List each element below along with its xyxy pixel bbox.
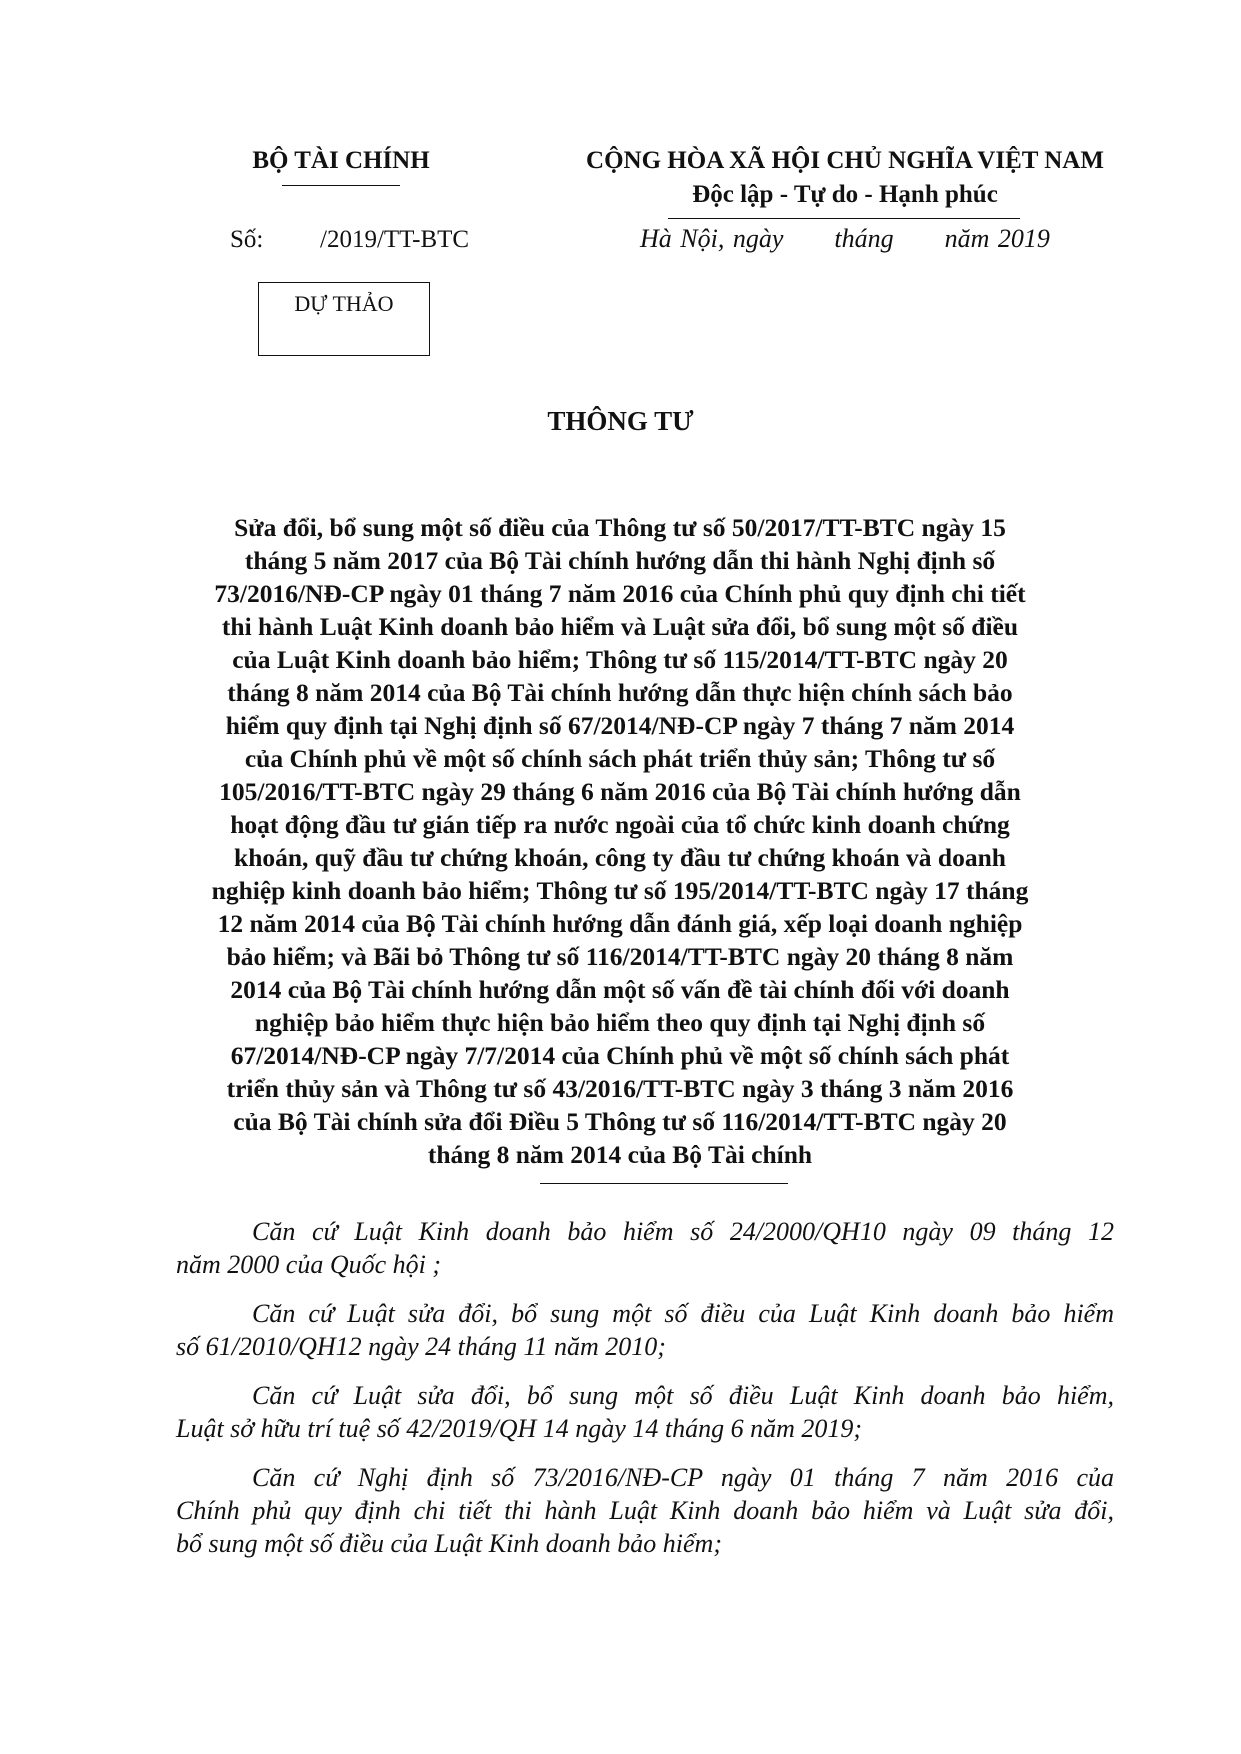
subject-underline	[540, 1183, 788, 1184]
preamble-line: năm 2000 của Quốc hội ;	[176, 1250, 442, 1279]
subject-line: của Luật Kinh doanh bảo hiểm; Thông tư số 115/2014/TT-BTC ngày 20	[232, 645, 1008, 674]
preamble-line: Luật sở hữu trí tuệ số 42/2019/QH 14 ngày 14 tháng 6 năm 2019;	[176, 1414, 863, 1443]
preamble-line: số 61/2010/QH12 ngày 24 tháng 11 năm 2010;	[176, 1332, 666, 1361]
preamble-line: Căn cứ Nghị định số 73/2016/NĐ-CP ngày 01 tháng 7 năm 2016 của	[252, 1463, 1114, 1492]
subject-line: 12 năm 2014 của Bộ Tài chính hướng dẫn đánh giá, xếp loại doanh nghiệp	[217, 909, 1023, 938]
preamble-line: Căn cứ Luật sửa đổi, bổ sung một số điều của Luật Kinh doanh bảo hiểm	[252, 1299, 1114, 1328]
national-motto: Độc lập - Tự do - Hạnh phúc	[692, 181, 998, 208]
subject-line: 2014 của Bộ Tài chính hướng dẫn một số vấn đề tài chính đối với doanh	[230, 975, 1010, 1004]
motto-underline	[668, 218, 1020, 219]
preamble-line: Căn cứ Luật sửa đổi, bổ sung một số điều Luật Kinh doanh bảo hiểm,	[252, 1381, 1114, 1410]
subject-line: tháng 5 năm 2017 của Bộ Tài chính hướng dẫn thi hành Nghị định số	[244, 546, 996, 575]
subject-line: tháng 8 năm 2014 của Bộ Tài chính hướng dẫn thực hiện chính sách bảo	[227, 678, 1013, 707]
subject-line: nghiệp kinh doanh bảo hiểm; Thông tư số 195/2014/TT-BTC ngày 17 tháng	[211, 876, 1029, 905]
document-number: /2019/TT-BTC	[320, 226, 470, 253]
issuing-agency: BỘ TÀI CHÍNH	[252, 147, 430, 174]
subject-line: 105/2016/TT-BTC ngày 29 tháng 6 năm 2016 của Bộ Tài chính hướng dẫn	[219, 777, 1021, 806]
draft-label: DỰ THẢO	[294, 291, 394, 316]
subject-line: của Bộ Tài chính sửa đổi Điều 5 Thông tư số 116/2014/TT-BTC ngày 20	[233, 1107, 1007, 1136]
preamble-paragraph	[176, 1215, 1114, 1281]
subject-line: bảo hiểm; và Bãi bỏ Thông tư số 116/2014/TT-BTC ngày 20 tháng 8 năm	[226, 942, 1014, 971]
subject-line: thi hành Luật Kinh doanh bảo hiểm và Luật sửa đổi, bổ sung một số điều	[221, 612, 1019, 641]
preamble-line: bổ sung một số điều của Luật Kinh doanh bảo hiểm;	[176, 1529, 722, 1558]
national-title: CỘNG HÒA XÃ HỘI CHỦ NGHĨA VIỆT NAM	[586, 147, 1104, 174]
subject-line: của Chính phủ về một số chính sách phát triển thủy sản; Thông tư số	[244, 744, 996, 773]
preamble-paragraph	[176, 1461, 1114, 1560]
place-and-date: Hà Nội, ngày tháng năm 2019	[640, 224, 1050, 253]
subject-line: khoán, quỹ đầu tư chứng khoán, công ty đầu tư chứng khoán và doanh	[234, 843, 1006, 872]
subject-line: Sửa đổi, bổ sung một số điều của Thông tư số 50/2017/TT-BTC ngày 15	[234, 513, 1006, 542]
preamble	[176, 1215, 1114, 1576]
document-number-label: Số:	[230, 226, 264, 253]
subject-line: 73/2016/NĐ-CP ngày 01 tháng 7 năm 2016 của Chính phủ quy định chi tiết	[214, 579, 1026, 608]
subject-line: hiểm quy định tại Nghị định số 67/2014/NĐ-CP ngày 7 tháng 7 năm 2014	[225, 711, 1015, 740]
subject-line: hoạt động đầu tư gián tiếp ra nước ngoài của tổ chức kinh doanh chứng	[230, 810, 1010, 839]
document-subject	[160, 511, 1080, 1171]
preamble-paragraph	[176, 1379, 1114, 1445]
preamble-line: Chính phủ quy định chi tiết thi hành Luật Kinh doanh bảo hiểm và Luật sửa đổi,	[176, 1496, 1114, 1525]
subject-line: nghiệp bảo hiểm thực hiện bảo hiểm theo quy định tại Nghị định số	[254, 1008, 986, 1037]
subject-line: triển thủy sản và Thông tư số 43/2016/TT-BTC ngày 3 tháng 3 năm 2016	[226, 1074, 1014, 1103]
subject-line: tháng 8 năm 2014 của Bộ Tài chính	[427, 1140, 813, 1169]
document-type-title: THÔNG TƯ	[547, 406, 694, 436]
subject-line: 67/2014/NĐ-CP ngày 7/7/2014 của Chính phủ về một số chính sách phát	[230, 1041, 1010, 1070]
agency-underline	[282, 185, 400, 186]
preamble-line: Căn cứ Luật Kinh doanh bảo hiểm số 24/2000/QH10 ngày 09 tháng 12	[252, 1217, 1114, 1246]
preamble-paragraph	[176, 1297, 1114, 1363]
